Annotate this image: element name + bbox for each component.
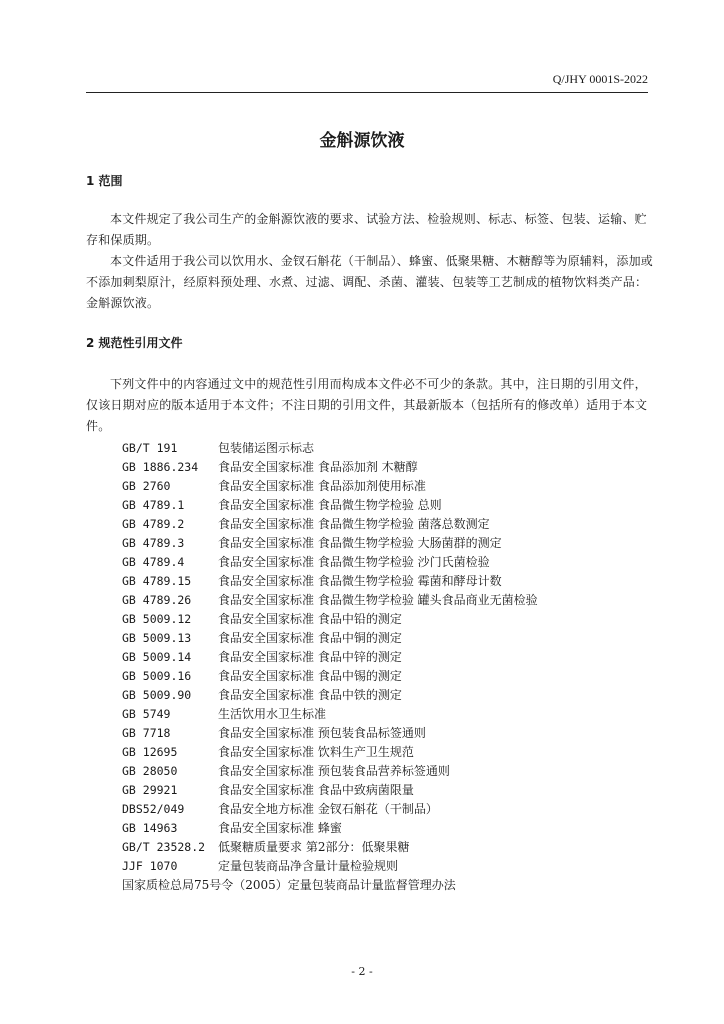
reference-code: GB 12695 bbox=[122, 745, 178, 759]
reference-row bbox=[122, 610, 642, 629]
reference-code: JJF 1070 bbox=[122, 859, 178, 873]
reference-row bbox=[122, 591, 642, 610]
reference-title: 食品安全国家标准 食品中铜的测定 bbox=[218, 631, 402, 645]
reference-row bbox=[122, 762, 642, 781]
reference-title: 食品安全国家标准 食品中锡的测定 bbox=[218, 669, 402, 683]
reference-row bbox=[122, 496, 642, 515]
reference-title: 食品安全国家标准 食品微生物学检验 总则 bbox=[218, 498, 442, 512]
reference-code: GB 4789.1 bbox=[122, 498, 185, 512]
reference-title: 食品安全国家标准 食品中致病菌限量 bbox=[218, 783, 414, 797]
reference-row bbox=[122, 477, 642, 496]
reference-code: GB 2760 bbox=[122, 479, 171, 493]
reference-title: 食品安全国家标准 食品中铁的测定 bbox=[218, 688, 402, 702]
reference-title: 低聚糖质量要求 第2部分：低聚果糖 bbox=[218, 840, 410, 854]
reference-code: GB 5009.12 bbox=[122, 612, 192, 626]
reference-title: 食品安全国家标准 食品微生物学检验 菌落总数测定 bbox=[218, 517, 490, 531]
section-1-para-1: 本文件规定了我公司生产的金斛源饮液的要求、试验方法、检验规则、标志、标签、包装、运输、贮存和保质期。 bbox=[86, 212, 647, 247]
reference-row bbox=[122, 439, 642, 458]
reference-title: 食品安全地方标准 金钗石斛花（干制品） bbox=[218, 802, 438, 816]
reference-code: GB 4789.3 bbox=[122, 536, 185, 550]
reference-code: GB 4789.26 bbox=[122, 593, 192, 607]
reference-code: GB 5009.14 bbox=[122, 650, 192, 664]
reference-row bbox=[122, 667, 642, 686]
reference-code: GB 4789.2 bbox=[122, 517, 185, 531]
reference-row bbox=[122, 572, 642, 591]
reference-code: GB/T 191 bbox=[122, 441, 178, 455]
reference-code: GB 5009.16 bbox=[122, 669, 192, 683]
page-title: 金斛源饮液 bbox=[319, 131, 405, 151]
reference-code: GB/T 23528.2 bbox=[122, 840, 206, 854]
reference-title: 食品安全国家标准 食品中铅的测定 bbox=[218, 612, 402, 626]
reference-row bbox=[122, 553, 642, 572]
reference-title: 食品安全国家标准 食品微生物学检验 沙门氏菌检验 bbox=[218, 555, 490, 569]
reference-row bbox=[122, 534, 642, 553]
page-number: - 2 - bbox=[351, 965, 373, 978]
doc-code: Q/JHY 0001S-2022 bbox=[552, 72, 648, 86]
reference-code: GB 5749 bbox=[122, 707, 171, 721]
reference-code: GB 28050 bbox=[122, 764, 178, 778]
reference-row bbox=[122, 515, 642, 534]
reference-title: 食品安全国家标准 蜂蜜 bbox=[218, 821, 342, 835]
reference-list bbox=[122, 439, 642, 895]
reference-title: 食品安全国家标准 食品微生物学检验 罐头食品商业无菌检验 bbox=[218, 593, 538, 607]
reference-row bbox=[122, 781, 642, 800]
reference-title: 食品安全国家标准 预包装食品营养标签通则 bbox=[218, 764, 450, 778]
reference-code: GB 1886.234 bbox=[122, 460, 199, 474]
reference-code: DBS52/049 bbox=[122, 802, 185, 816]
section-1-para-2: 本文件适用于我公司以饮用水、金钗石斛花（干制品）、蜂蜜、低聚果糖、木糖醇等为原辅料，添加或不添加刺梨原汁，经原料预处理、水煮、过滤、调配、杀菌、灌装、包装等工艺制成的植物饮料类产品：金斛源饮液。 bbox=[86, 254, 654, 310]
reference-code: GB 7718 bbox=[122, 726, 171, 740]
reference-row bbox=[122, 857, 642, 876]
reference-title: 食品安全国家标准 预包装食品标签通则 bbox=[218, 726, 426, 740]
reference-row bbox=[122, 819, 642, 838]
section-1-heading: 1 范围 bbox=[86, 174, 123, 188]
reference-title: 食品安全国家标准 食品微生物学检验 大肠菌群的测定 bbox=[218, 536, 502, 550]
reference-code: GB 14963 bbox=[122, 821, 178, 835]
reference-title: 食品安全国家标准 食品添加剂 木糖醇 bbox=[218, 460, 418, 474]
section-2-heading: 2 规范性引用文件 bbox=[86, 336, 183, 350]
reference-title: 定量包装商品净含量计量检验规则 bbox=[218, 859, 399, 873]
reference-row bbox=[122, 629, 642, 648]
reference-title: 食品安全国家标准 食品中锌的测定 bbox=[218, 650, 402, 664]
reference-row bbox=[122, 743, 642, 762]
reference-row bbox=[122, 458, 642, 477]
section-2-intro: 下列文件中的内容通过文中的规范性引用而构成本文件必不可少的条款。其中，注日期的引用文件，仅该日期对应的版本适用于本文件；不注日期的引用文件，其最新版本（包括所有的修改单）适用于本文件。 bbox=[86, 377, 648, 433]
reference-title: 食品安全国家标准 食品微生物学检验 霉菌和酵母计数 bbox=[218, 574, 502, 588]
reference-code: GB 29921 bbox=[122, 783, 178, 797]
reference-code: GB 4789.15 bbox=[122, 574, 192, 588]
reference-code: GB 5009.13 bbox=[122, 631, 192, 645]
reference-title: 包装储运图示标志 bbox=[218, 441, 315, 455]
reference-row bbox=[122, 705, 642, 724]
reference-title: 食品安全国家标准 饮料生产卫生规范 bbox=[218, 745, 414, 759]
reference-row bbox=[122, 838, 642, 857]
header-rule bbox=[86, 92, 648, 93]
reference-row bbox=[122, 686, 642, 705]
reference-code: GB 5009.90 bbox=[122, 688, 192, 702]
reference-row bbox=[122, 724, 642, 743]
reference-title: 食品安全国家标准 食品添加剂使用标准 bbox=[218, 479, 426, 493]
reference-row bbox=[122, 800, 642, 819]
reference-code: GB 4789.4 bbox=[122, 555, 185, 569]
reference-row bbox=[122, 648, 642, 667]
reference-row-full: 国家质检总局75号令（2005）定量包装商品计量监督管理办法 bbox=[122, 878, 456, 892]
reference-title: 生活饮用水卫生标准 bbox=[218, 707, 327, 721]
